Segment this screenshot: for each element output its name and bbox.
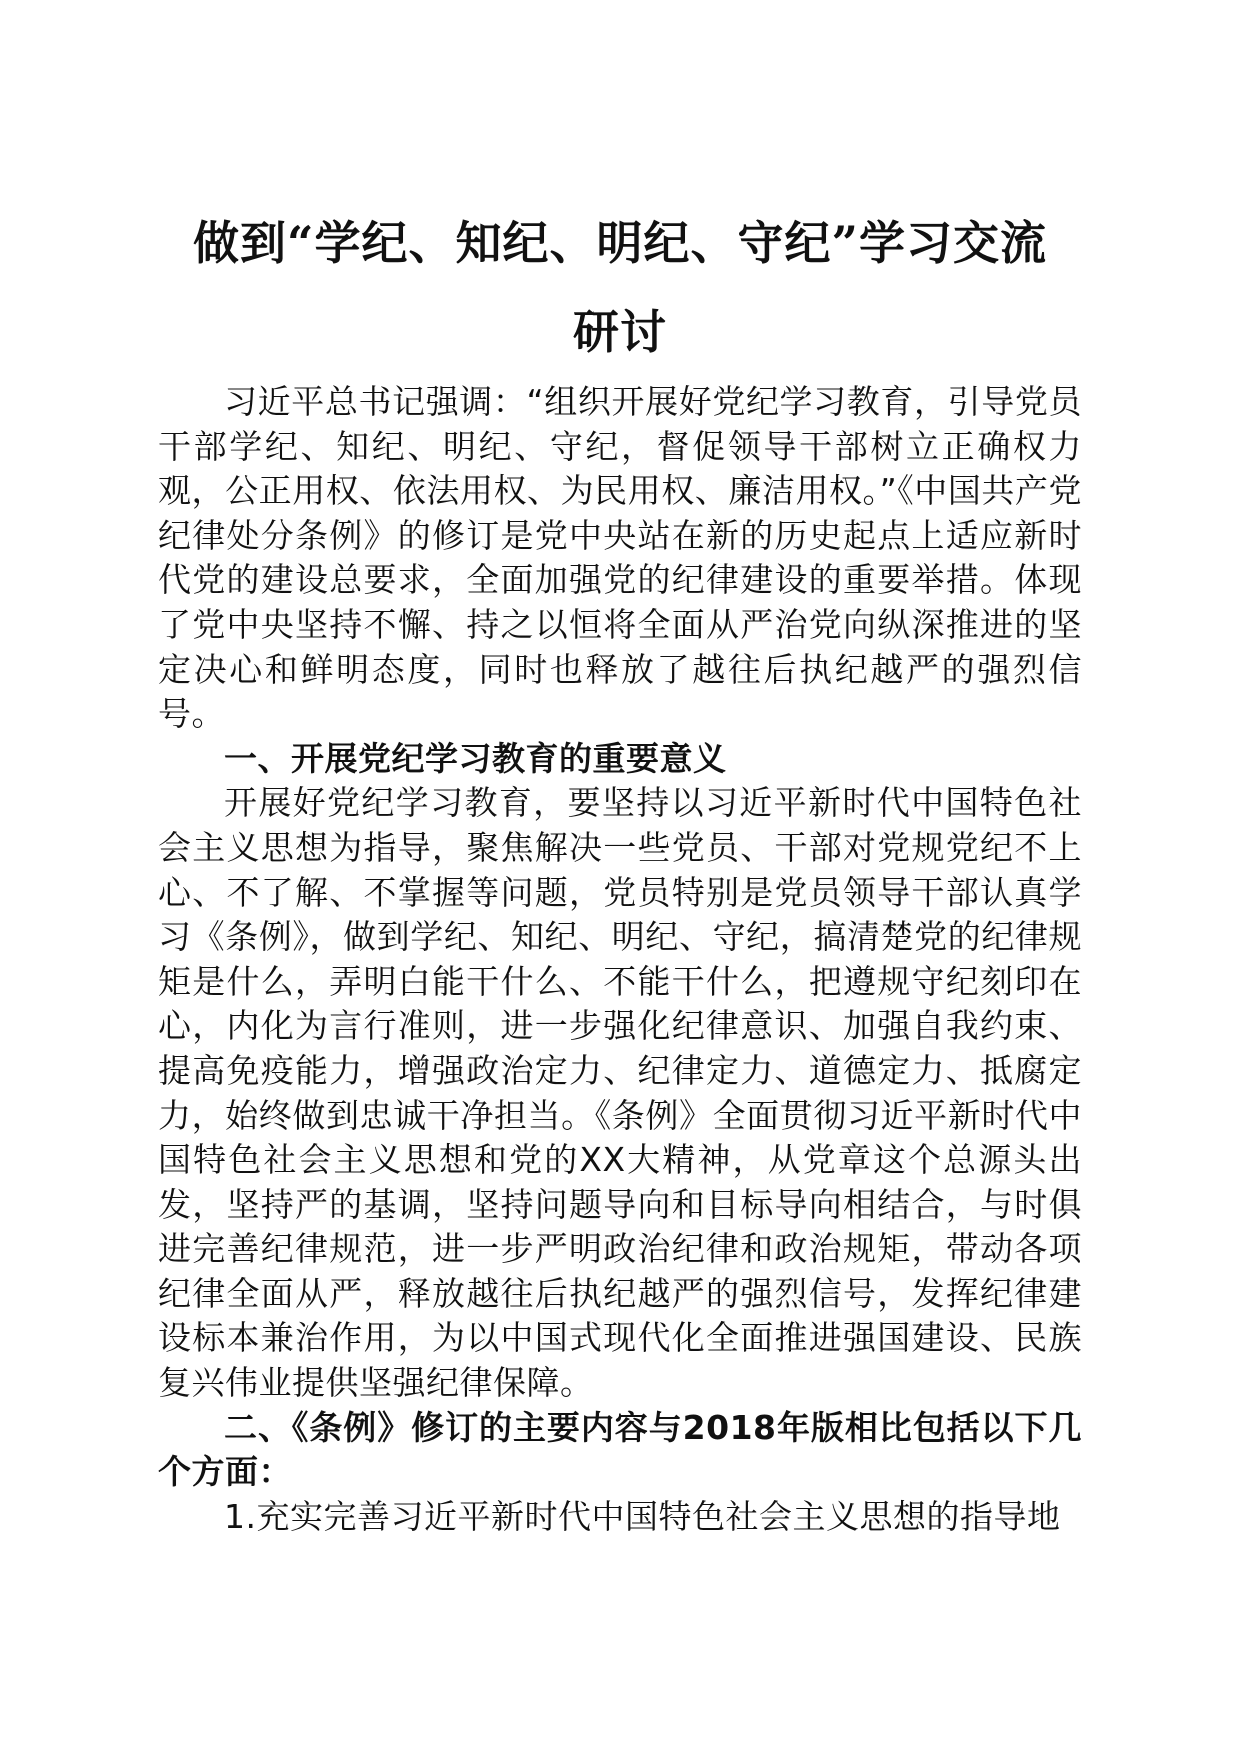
document-body: [158, 380, 1082, 1539]
document-title-line-1: 做到“学纪、知纪、明纪、守纪”学习交流: [193, 216, 1047, 270]
intro-paragraph: 习近平总书记强调：“组织开展好党纪学习教育，引导党员干部学纪、知纪、明纪、守纪，督促领导干部树立正确权力观，公正用权、依法用权、为民用权、廉洁用权。”《中国共产党纪律处分条例》的修订是党中央站在新的历史起点上适应新时代党的建设总要求，全面加强党的纪律建设的重要举措。体现了党中央坚持不懈、持之以恒将全面从严治党向纵深推进的坚定决心和鲜明态度，同时也释放了越往后执纪越严的强烈信号。: [158, 382, 1082, 734]
list-item-1: 1.充实完善习近平新时代中国特色社会主义思想的指导地: [224, 1496, 1061, 1536]
section-1-heading: 一、开展党纪学习教育的重要意义: [224, 738, 727, 778]
section-1-paragraph: 开展好党纪学习教育，要坚持以习近平新时代中国特色社会主义思想为指导，聚焦解决一些党员、干部对党规党纪不上心、不了解、不掌握等问题，党员特别是党员领导干部认真学习《条例》，做到学纪、知纪、明纪、守纪，搞清楚党的纪律规矩是什么，弄明白能干什么、不能干什么，把遵规守纪刻印在心，内化为言行准则，进一步强化纪律意识、加强自我约束、提高免疫能力，增强政治定力、纪律定力、道德定力、抵腐定力，始终做到忠诚干净担当。《条例》全面贯彻习近平新时代中国特色社会主义思想和党的XX大精神，从党章这个总源头出发，坚持严的基调，坚持问题导向和目标导向相结合，与时俱进完善纪律规范，进一步严明政治纪律和政治规矩，带动各项纪律全面从严，释放越往后执纪越严的强烈信号，发挥纪律建设标本兼治作用，为以中国式现代化全面推进强国建设、民族复兴伟业提供坚强纪律保障。: [158, 783, 1082, 1403]
document-title-line-2: 研讨: [573, 305, 667, 359]
section-2-heading: 二、《条例》修订的主要内容与2018年版相比包括以下几个方面：: [158, 1407, 1082, 1492]
